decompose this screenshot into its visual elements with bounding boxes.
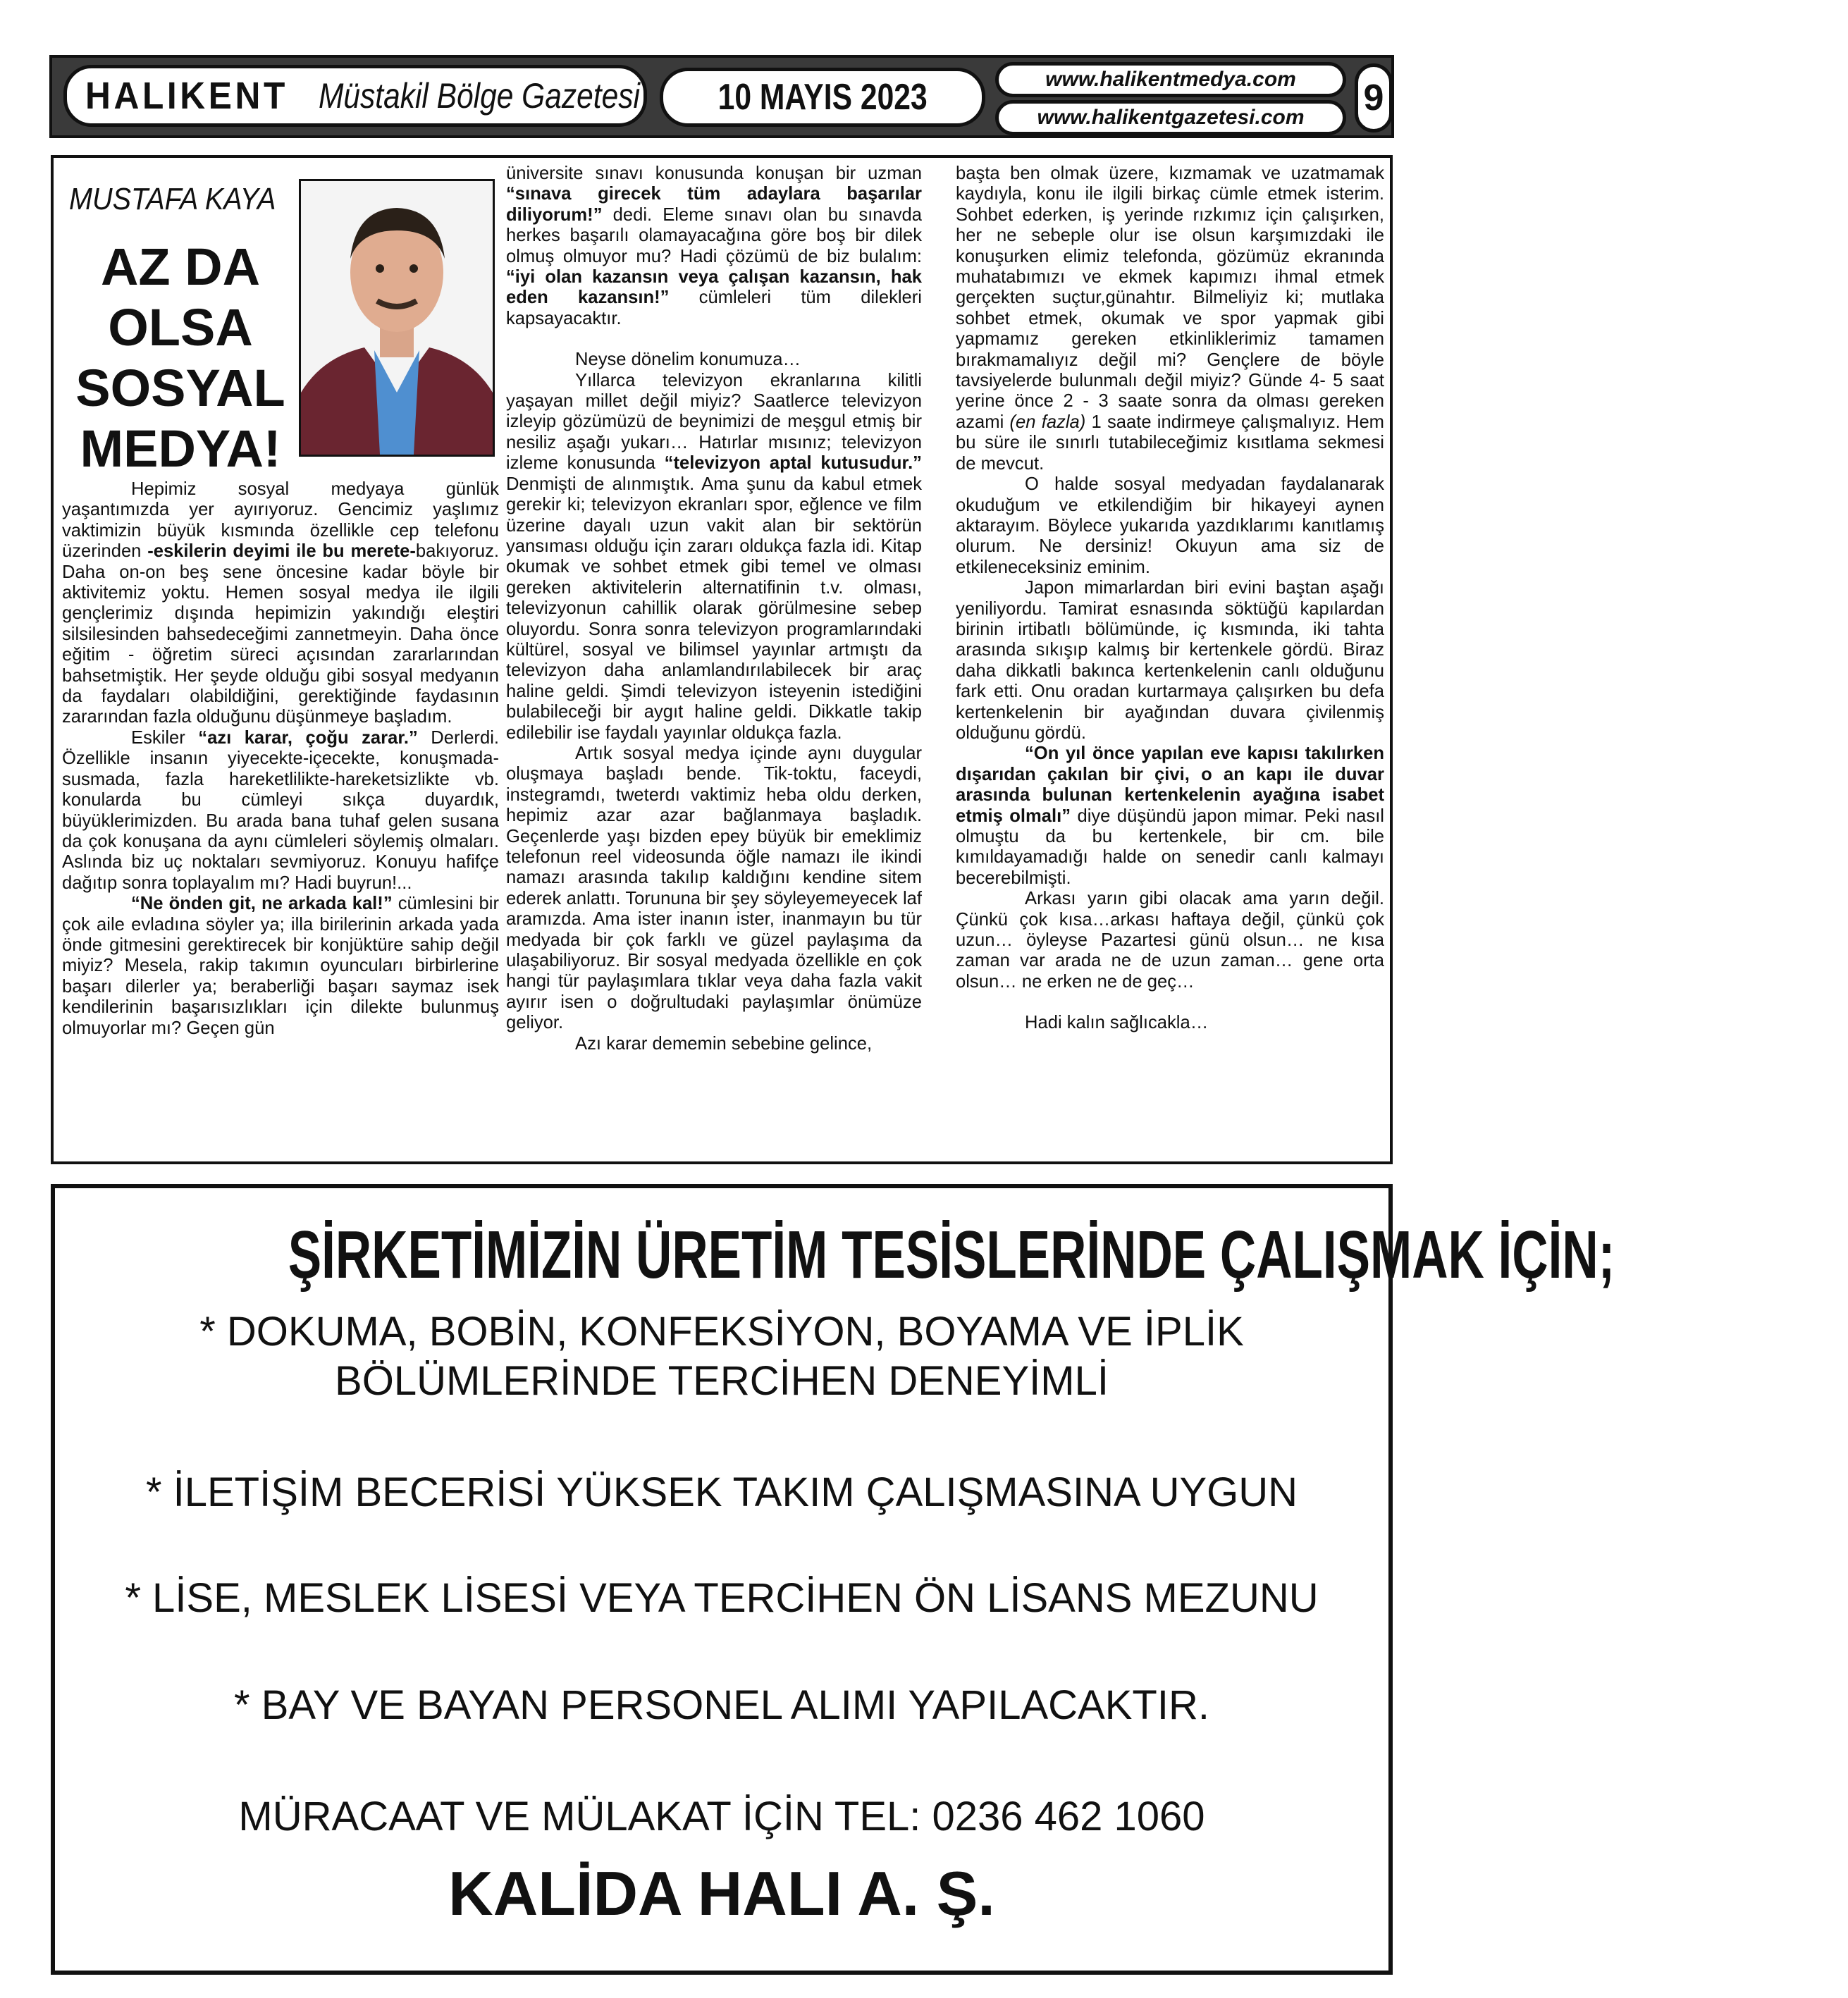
paragraph: Artık sosyal medya içinde aynı duygular oluşmaya başladı bende. Tik-toktu, faceydi, instegramdı, tweterdı vaktimiz heba oldu derken, hepimiz azar azar bağlanmaya başladık. Geçenlerde yaşı bizden epey büyük bir emeklimiz telefonun reel videosunda öğle namazı ile ikindi namazı arasında takılıp kaldığını kendine sitem ederek anlattı. Torununa bir şey söyleyemeyecek laf aramızda. Ama ister inanın ister, inanmayın bu tür medyada bir çok farklı ve güzel paylaşıma da ulaşabiliyoruz. Bir sosyal medyada özellikle en çok hangi tür paylaşımlara tıklar veya daha fazla vakit ayırır isen o doğrultudaki paylaşımlar önümüze geliyor. bbox=[506, 743, 922, 1033]
ad-contact-phone: MÜRACAAT VE MÜLAKAT İÇİN TEL: 0236 462 1060 bbox=[238, 1794, 1205, 1839]
paragraph: Azı karar dememin sebebine gelince, bbox=[575, 1033, 873, 1054]
article-body-col1 bbox=[62, 479, 499, 1039]
ad-requirement: BÖLÜMLERİNDE TERCİHEN DENEYİMLİ bbox=[335, 1358, 1109, 1404]
paragraph: Yıllarca televizyon ekranlarına kilitli yaşayan millet değil miyiz? Saatlerce televizyon izleyip gözümüzü de beynimizi de meşgul etmiş bir nesiliz aşağı yukarı… Hatırlar mısınız; televizyon izleme konusunda “televizyon aptal kutusudur.” Denmişti de alınmıştık. Ama şunu da kabul etmek gerekir ki; televizyon ekranları spor, eğlence ve film üzerine dayalı uzun vakit alan bir sektörün yansıması olduğu için zararı oldukça fazla idi. Kitap okumak ve sohbet etmek gibi temel ve olması gereken aktivitelerin alternatifinin t.v. olması, televizyonun cahillik olarak görülmesine sebep oluyordu. Sonra sonra televizyon programlarındaki kültürel, sosyal ve bilimsel yayınlar artmıştı da televizyon daha anlamlandırılabilecek bir araç haline geldi. Şimdi televizyon isteyenin istediğini bulabileceği bir aygıt haline geldi. Dikkatle takip edilebilir ise faydalı yayınlar oldukça fazla. bbox=[506, 370, 922, 743]
article-headline bbox=[62, 237, 299, 479]
paragraph: üniversite sınavı konusunda konuşan bir uzman “sınava girecek tüm adaylara başarılar diliyorum!” dedi. Eleme sınavı olan bu sınavda herkes başarılı olamayacağına göre boş bir dilek olmuş olmuyor mu? Hadi çözümü de biz bulalım: “iyi olan kazansın veya çalışan kazansın, hak eden kazansın!” cümleleri tüm dilekleri kapsayacaktır. bbox=[506, 164, 922, 328]
paragraph: Hadi kalın sağlıcakla… bbox=[1025, 1013, 1209, 1033]
ad-requirement: * BAY VE BAYAN PERSONEL ALIMI YAPILACAKTIR. bbox=[234, 1682, 1209, 1728]
paragraph: O halde sosyal medyadan faydalanarak okuduğum ve etkilendiğim bir hikayeyi aynen aktarayım. Böylece yukarıda yazdıklarımı kanıtlamış olurum. Ne dersiniz! Okuyun ama siz de etkileneceksiniz eminim. bbox=[956, 474, 1384, 577]
ad-company-name: KALİDA HALI A. Ş. bbox=[448, 1858, 995, 1928]
issue-date-text: 10 MAYIS 2023 bbox=[717, 77, 928, 118]
paragraph: Neyse dönelim konumuza… bbox=[575, 350, 801, 370]
job-advertisement bbox=[51, 1184, 1615, 1975]
paragraph: Japon mimarlardan biri evini baştan aşağı yeniliyordu. Tamirat esnasında söktüğü kapılardan birinin irtibatlı bölümünde, iç kısmında, iki tahta arasında sıkışıp kalmış bir kertenkele gördü. Biraz daha dikkatli bakınca kertenkelenin canlı olduğunu fark etti. Onu oradan kurtarmaya çalışırken bu defa kertenkelenin bir ayağından duvara çivilenmiş olduğunu gördü. bbox=[956, 578, 1384, 743]
paragraph: “On yıl önce yapılan eve kapısı takılırken dışarıdan çakılan bir çivi, o an kapı ile duvar arasında bulunan kertenkelenin ayağına isabet etmiş olmalı” diye düşündü japon mimar. Peki nasıl olmuştu da bu kertenkele, bir cm. bile kımıldayamadığı halde on senedir canlı kalmayı becerebilmişti. bbox=[956, 744, 1384, 888]
ad-title: ŞİRKETİMİZİN ÜRETİM TESİSLERİNDE ÇALIŞMAK İÇİN; bbox=[288, 1217, 1615, 1293]
headline-line: AZ DA bbox=[100, 238, 261, 296]
ad-requirement: * İLETİŞİM BECERİSİ YÜKSEK TAKIM ÇALIŞMASINA UYGUN bbox=[145, 1469, 1298, 1515]
website-link-2[interactable]: www.halikentgazetesi.com bbox=[995, 100, 1346, 135]
paragraph: başta ben olmak üzere, kızmamak ve uzatmamak kaydıyla, konu ile ilgili birkaç cümle etmek isterim. Sohbet ederken, iş yerinde rızkımız için çalışırken, her ne sebeple olur ise olsun karşımızdaki ile konuşurken elimiz telefonda, gözümüz ekranında muhatabımızı ve ekmek kapımızı ihmal etmek gerçekten suçtur,günahtır. Bilmeliyiz ki; mutlaka sohbet etmek, okumak ve spor yapmak gibi yapmamız gereken etkinliklerimiz tamamen bırakmamalıyız değil mi? Gençlere de böyle tavsiyelerde bulunmalı değil miyiz? Günde 4- 5 saat yerine önce 2 - 3 saate sonra da olması gereken azami (en fazla) 1 saate indirmeye çalışmalıyız. Hem bu süre ile sınırlı tutabileceğimiz kısıtlama sekmesi de mevcut. bbox=[956, 164, 1384, 474]
paragraph: Hepimiz sosyal medyaya günlük yaşantımızda yer ayırıyoruz. Gencimiz yaşlımız vaktimizin büyük kısmında özellikle cep telefonu üzerinden -eskilerin deyimi ile bu merete-bakıyoruz. Daha on-on beş sene öncesine kadar böyle bir aktivitemiz yoktu. Hemen sosyal medya ile ilgili gençlerimiz dışında hepimizin yakındığı eleştiri silsilesinden bahsedeceğimi zannetmeyin. Daha önce eğitim - öğretim süreci açısından zararlarından bahsetmiştik. Her şeyde olduğu gibi sosyal medyanın da faydaları olabildiğini, gerektiğinde faydasının zararından fazla olduğunu düşünmeye başladım. bbox=[62, 479, 499, 727]
headline-line: MEDYA! bbox=[80, 419, 281, 478]
author-photo bbox=[299, 179, 495, 457]
article-column-2 bbox=[506, 164, 922, 1054]
ad-requirement: * LİSE, MESLEK LİSESİ VEYA TERCİHEN ÖN LİSANS MEZUNU bbox=[125, 1575, 1319, 1621]
author-name: MUSTAFA KAYA bbox=[69, 182, 276, 216]
headline-line: OLSA bbox=[108, 298, 253, 357]
masthead bbox=[49, 55, 1394, 138]
column-article bbox=[51, 155, 1393, 1164]
paragraph: Arkası yarın gibi olacak ama yarın değil. Çünkü çok kısa…arkası haftaya değil, çünkü çok uzun… öyleyse Pazartesi günü olsun… ne kısa zaman var arada ne de uzun zaman… gene orta olsun… ne erken ne de geç… bbox=[956, 889, 1384, 992]
newspaper-brand bbox=[63, 65, 647, 127]
issue-date bbox=[660, 68, 985, 127]
website-link-1[interactable]: www.halikentmedya.com bbox=[995, 62, 1346, 97]
author-portrait-icon bbox=[301, 181, 493, 455]
ad-requirement: * DOKUMA, BOBİN, KONFEKSİYON, BOYAMA VE İPLİK bbox=[199, 1309, 1244, 1355]
paragraph: “Ne önden git, ne arkada kal!” cümlesini bir çok aile evladına söyler ya; illa birilerinin arkada yada önde gitmesini gerektirecek bir konjüktüre sahip değil miyiz? Mesela, rakip takımın oyuncuları birbirlerine başarı dilerler ya; beraberliği başarı saymaz isek kendilerinin başarısızlıkları için dilekte bulunmuş olmuyorlar mı? Geçen gün bbox=[62, 894, 500, 1038]
article-column-3 bbox=[956, 164, 1384, 1034]
brand-subtitle: Müstakil Bölge Gazetesi bbox=[318, 76, 640, 116]
paragraph: Eskiler “azı karar, çoğu zarar.” Derlerdi. Özellikle insanın yiyecekte-içecekte, konuşmada-susmada, fazla hareketlilikte-hareketsizlikte vb. konularda bu cümleyi sıkça duyardık, büyüklerimizden. Bu arada bana tuhaf gelen susana da çok konuşana da aynı cümleleri söylemiş olmaları. Aslında biz uç noktaları sevmiyoruz. Konuyu hafifçe dağıtıp sonra toplayalım mı? Hadi buyrun!... bbox=[62, 727, 499, 893]
headline-line: SOSYAL bbox=[75, 359, 285, 417]
brand-name: HALIKENT bbox=[85, 75, 288, 117]
page-number: 9 bbox=[1355, 63, 1393, 132]
